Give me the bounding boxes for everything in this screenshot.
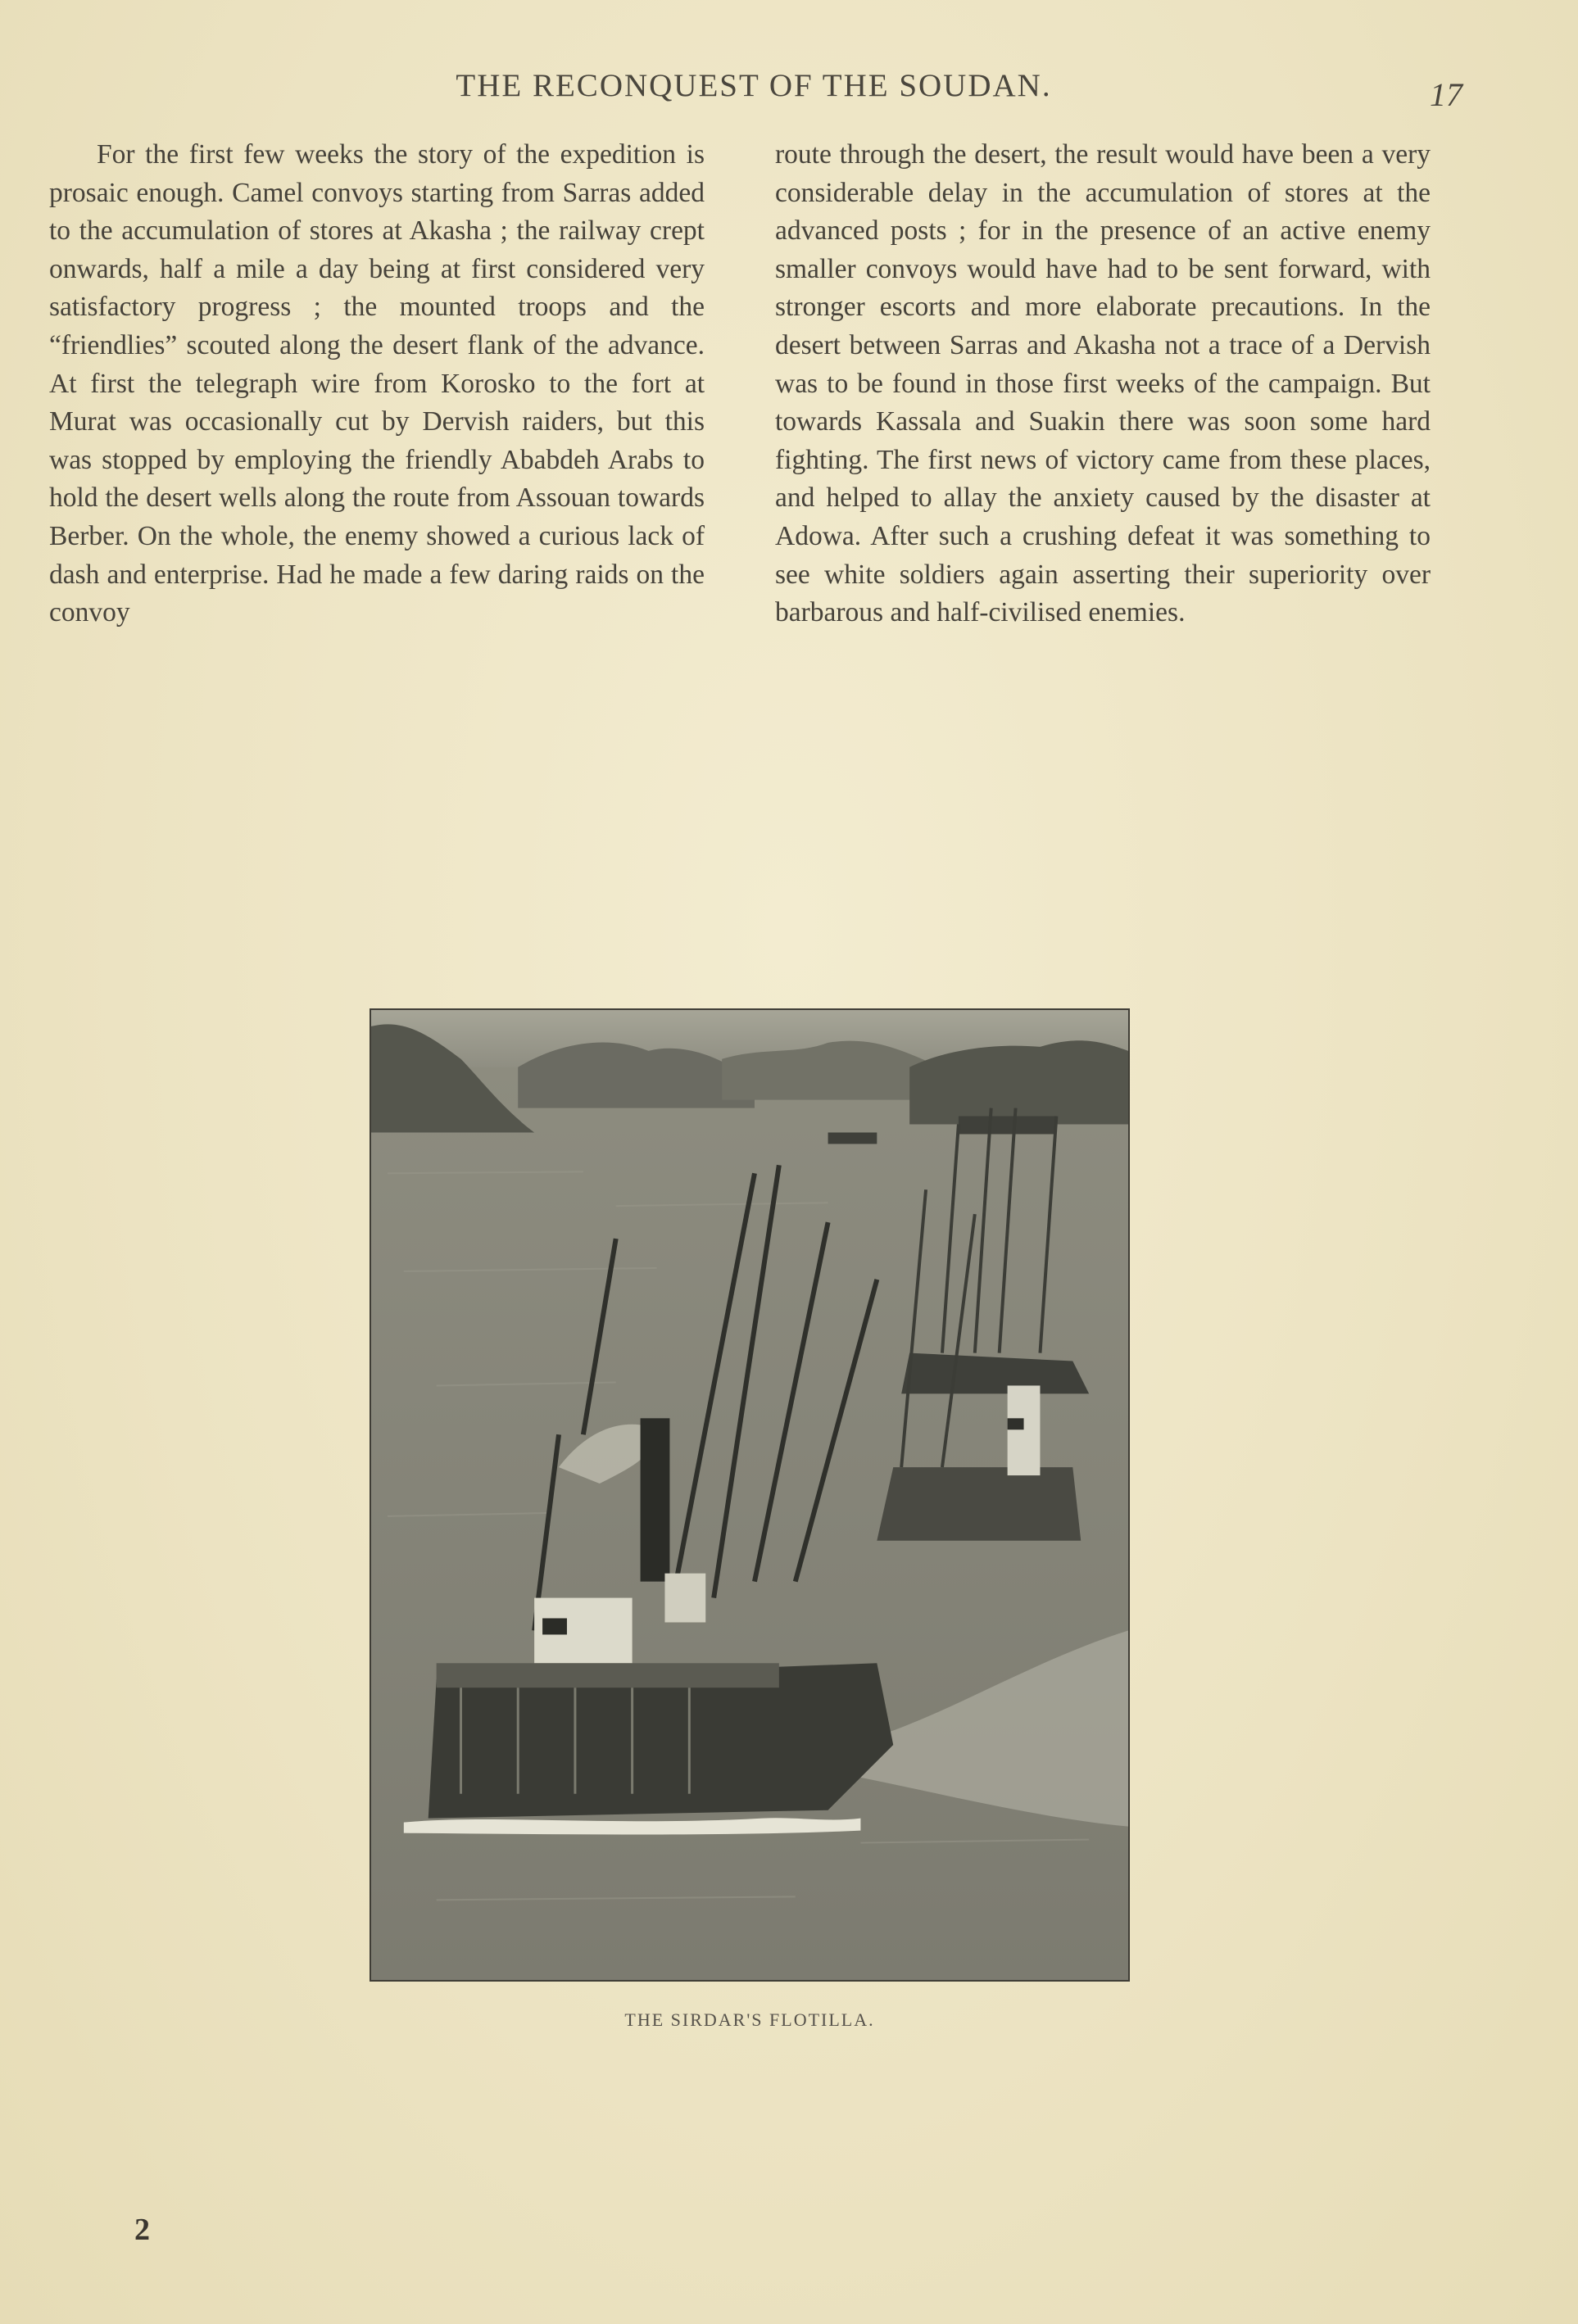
left-text-column: [49, 136, 705, 632]
page-header: [0, 67, 1578, 116]
illustration-caption: THE SIRDAR'S FLOTILLA.: [624, 2009, 875, 2030]
flotilla-engraving: [371, 1010, 1128, 1980]
signature-mark: 2: [134, 2213, 150, 2247]
page-number: 17: [1430, 76, 1462, 113]
right-column-paragraph: route through the desert, the result would have been a very considerable delay in the accumulation of stores at the advanced posts ; for in the presence of an active enemy smaller convoys would have had to be sent forward, with stronger escorts and more elaborate precautions. In the desert between Sarras and Akasha not a trace of a Dervish was to be found in those first weeks of the campaign. But towards Kassala and Suakin there was soon some hard fighting. The first news of victory came from these places, and helped to allay the anxiety caused by the disaster at Adowa. After such a crushing defeat it was something to see white soldiers again asserting their superiority over barbarous and half-civilised enemies.: [775, 139, 1431, 628]
flotilla-illustration: [370, 1008, 1130, 1982]
left-column-paragraph: For the first few weeks the story of the expedition is prosaic enough. Camel convoys starting from Sarras added to the accumulation of stores at Akasha ; the railway crept onwards, half a mile a day being at first considered very satisfactory progress ; the mounted troops and the “friendlies” scouted along the desert flank of the advance. At first the telegraph wire from Korosko to the fort at Murat was occasionally cut by Dervish raiders, but this was stopped by employing the friendly Ababdeh Arabs to hold the desert wells along the route from Assouan towards Berber. On the whole, the enemy showed a curious lack of dash and enterprise. Had he made a few daring raids on the convoy: [49, 139, 705, 628]
right-text-column: [775, 136, 1431, 632]
running-title: THE RECONQUEST OF THE SOUDAN.: [456, 68, 1052, 103]
